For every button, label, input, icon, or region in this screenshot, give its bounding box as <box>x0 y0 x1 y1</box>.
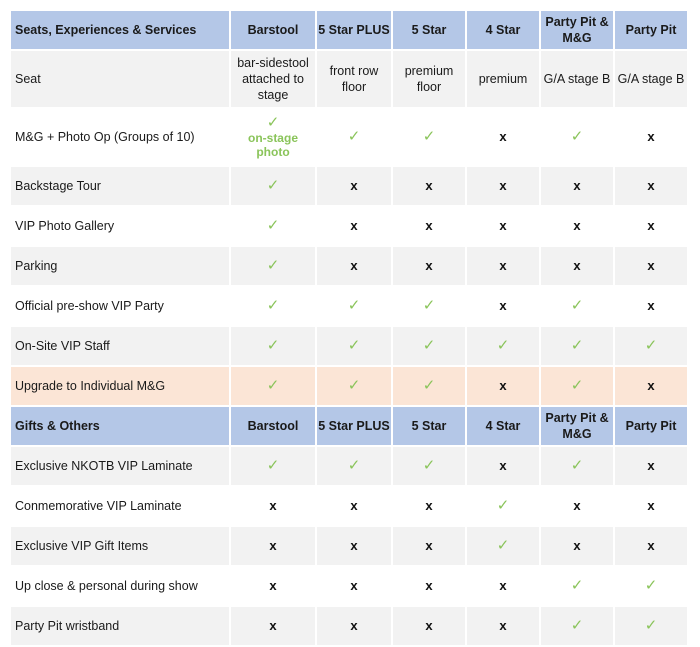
check-icon: ✓ <box>266 217 280 234</box>
cell-party-pit <box>615 167 687 205</box>
cell-barstool <box>231 527 315 565</box>
row-label: Conmemorative VIP Laminate <box>11 487 229 525</box>
cross-mark: x <box>499 258 507 273</box>
table-row <box>11 167 687 205</box>
check-icon: ✓ <box>422 377 436 394</box>
cross-mark: x <box>499 129 507 144</box>
cross-mark: x <box>350 578 358 593</box>
cell-party-pit-mg <box>541 207 613 245</box>
cell-party-pit <box>615 287 687 325</box>
check-icon: ✓ <box>570 617 584 634</box>
check-icon: ✓ <box>422 128 436 145</box>
cell-five-star-plus <box>317 367 391 405</box>
cell-barstool <box>231 51 315 107</box>
cell-five-star-plus <box>317 567 391 605</box>
check-icon: ✓ <box>422 457 436 474</box>
section-header-row <box>11 11 687 49</box>
row-label: Up close & personal during show <box>11 567 229 605</box>
cell-five-star <box>393 487 465 525</box>
cross-mark: x <box>647 178 655 193</box>
cell-party-pit-mg <box>541 167 613 205</box>
cell-five-star <box>393 527 465 565</box>
column-header-five-star: 5 Star <box>393 11 465 49</box>
cell-party-pit <box>615 607 687 645</box>
check-icon: ✓ <box>570 128 584 145</box>
cell-party-pit <box>615 109 687 165</box>
cell-text: premium <box>478 72 528 86</box>
cell-party-pit <box>615 567 687 605</box>
cross-mark: x <box>573 178 581 193</box>
cell-barstool <box>231 287 315 325</box>
cell-four-star <box>467 607 539 645</box>
cell-four-star <box>467 109 539 165</box>
check-icon: ✓ <box>644 337 658 354</box>
section-title: Gifts & Others <box>11 407 229 445</box>
row-label: On-Site VIP Staff <box>11 327 229 365</box>
section-title: Seats, Experiences & Services <box>11 11 229 49</box>
section-header-row <box>11 407 687 445</box>
cell-five-star <box>393 109 465 165</box>
check-icon: ✓ <box>347 297 361 314</box>
cell-party-pit <box>615 447 687 485</box>
cross-mark: x <box>573 258 581 273</box>
cell-party-pit-mg <box>541 567 613 605</box>
cell-four-star <box>467 447 539 485</box>
cell-four-star <box>467 247 539 285</box>
table-row <box>11 287 687 325</box>
cell-five-star-plus <box>317 167 391 205</box>
cross-mark: x <box>269 498 277 513</box>
row-label: Upgrade to Individual M&G <box>11 367 229 405</box>
cell-text: G/A stage B <box>617 72 685 86</box>
check-icon: ✓ <box>496 337 510 354</box>
cell-text: G/A stage B <box>543 72 611 86</box>
check-icon: ✓ <box>347 337 361 354</box>
cell-five-star <box>393 607 465 645</box>
cell-five-star <box>393 167 465 205</box>
table-row <box>11 527 687 565</box>
check-icon: ✓ <box>266 457 280 474</box>
cross-mark: x <box>425 178 433 193</box>
cell-four-star <box>467 167 539 205</box>
cross-mark: x <box>425 538 433 553</box>
cell-five-star-plus <box>317 51 391 107</box>
column-header-barstool: Barstool <box>231 11 315 49</box>
cross-mark: x <box>350 618 358 633</box>
check-icon: ✓ <box>570 297 584 314</box>
cross-mark: x <box>350 538 358 553</box>
check-icon: ✓ <box>422 337 436 354</box>
column-header-party-pit: Party Pit <box>615 11 687 49</box>
cross-mark: x <box>647 498 655 513</box>
cell-five-star <box>393 567 465 605</box>
cross-mark: x <box>269 618 277 633</box>
cell-party-pit-mg <box>541 607 613 645</box>
table-row <box>11 607 687 645</box>
row-label: Party Pit wristband <box>11 607 229 645</box>
cross-mark: x <box>425 578 433 593</box>
cell-five-star <box>393 327 465 365</box>
cell-text: premium floor <box>404 64 454 94</box>
row-label: Exclusive VIP Gift Items <box>11 527 229 565</box>
cell-five-star <box>393 287 465 325</box>
cross-mark: x <box>425 218 433 233</box>
table-body <box>11 11 687 645</box>
cross-mark: x <box>499 218 507 233</box>
cross-mark: x <box>647 258 655 273</box>
cell-barstool <box>231 207 315 245</box>
table-row <box>11 51 687 107</box>
cell-five-star <box>393 367 465 405</box>
check-icon: ✓ <box>422 297 436 314</box>
cell-five-star-plus <box>317 109 391 165</box>
on-stage-photo-note: on-stage photo <box>247 131 298 159</box>
check-icon: ✓ <box>347 128 361 145</box>
cell-barstool <box>231 447 315 485</box>
check-icon: ✓ <box>266 337 280 354</box>
check-icon: ✓ <box>266 297 280 314</box>
check-icon: ✓ <box>347 457 361 474</box>
cross-mark: x <box>499 298 507 313</box>
cell-barstool <box>231 327 315 365</box>
cross-mark: x <box>647 458 655 473</box>
comparison-table-container <box>9 9 688 647</box>
table-row <box>11 487 687 525</box>
check-icon: ✓ <box>644 577 658 594</box>
column-header-five-star-plus: 5 Star PLUS <box>317 407 391 445</box>
cell-party-pit-mg <box>541 367 613 405</box>
cross-mark: x <box>573 538 581 553</box>
cell-party-pit-mg <box>541 527 613 565</box>
cell-party-pit <box>615 487 687 525</box>
cell-four-star <box>467 207 539 245</box>
cell-five-star-plus <box>317 527 391 565</box>
cell-party-pit <box>615 207 687 245</box>
row-label: Exclusive NKOTB VIP Laminate <box>11 447 229 485</box>
cross-mark: x <box>499 578 507 593</box>
cross-mark: x <box>573 218 581 233</box>
column-header-five-star: 5 Star <box>393 407 465 445</box>
row-label: Seat <box>11 51 229 107</box>
cell-four-star <box>467 487 539 525</box>
cell-party-pit-mg <box>541 51 613 107</box>
cell-five-star-plus <box>317 247 391 285</box>
cell-party-pit-mg <box>541 247 613 285</box>
check-icon: ✓ <box>266 377 280 394</box>
check-icon: ✓ <box>266 257 280 274</box>
cell-barstool <box>231 567 315 605</box>
cell-barstool <box>231 487 315 525</box>
check-icon: ✓ <box>496 537 510 554</box>
table-row <box>11 109 687 165</box>
cell-four-star <box>467 567 539 605</box>
cell-barstool <box>231 167 315 205</box>
cross-mark: x <box>499 378 507 393</box>
check-icon: ✓ <box>570 377 584 394</box>
table-row <box>11 247 687 285</box>
check-icon: ✓ <box>496 497 510 514</box>
cell-five-star-plus <box>317 207 391 245</box>
cell-four-star <box>467 327 539 365</box>
check-icon: ✓ <box>570 337 584 354</box>
cell-four-star <box>467 287 539 325</box>
cell-text: bar-sidestool attached to stage <box>237 56 309 102</box>
cell-party-pit-mg <box>541 327 613 365</box>
cell-five-star-plus <box>317 607 391 645</box>
cross-mark: x <box>350 218 358 233</box>
column-header-party-pit-mg: Party Pit & M&G <box>541 407 613 445</box>
cell-text: front row floor <box>329 64 379 94</box>
cell-barstool <box>231 367 315 405</box>
cell-five-star-plus <box>317 287 391 325</box>
cell-five-star-plus <box>317 327 391 365</box>
check-icon: ✓ <box>347 377 361 394</box>
cross-mark: x <box>647 538 655 553</box>
column-header-four-star: 4 Star <box>467 407 539 445</box>
cross-mark: x <box>425 618 433 633</box>
cell-five-star <box>393 207 465 245</box>
cell-five-star-plus <box>317 447 391 485</box>
column-header-party-pit-mg: Party Pit & M&G <box>541 11 613 49</box>
cell-party-pit <box>615 327 687 365</box>
cell-four-star <box>467 367 539 405</box>
cell-five-star-plus <box>317 487 391 525</box>
cross-mark: x <box>269 578 277 593</box>
cell-barstool <box>231 109 315 165</box>
cell-five-star <box>393 51 465 107</box>
column-header-five-star-plus: 5 Star PLUS <box>317 11 391 49</box>
cell-party-pit-mg <box>541 109 613 165</box>
check-icon: ✓ <box>570 457 584 474</box>
table-row <box>11 567 687 605</box>
cell-party-pit-mg <box>541 447 613 485</box>
cross-mark: x <box>350 498 358 513</box>
check-icon: ✓ <box>266 177 280 194</box>
check-icon: ✓ <box>644 617 658 634</box>
check-icon: ✓ <box>266 114 280 131</box>
cell-party-pit <box>615 367 687 405</box>
cross-mark: x <box>350 178 358 193</box>
table-row <box>11 207 687 245</box>
cell-party-pit <box>615 527 687 565</box>
cell-five-star <box>393 247 465 285</box>
row-label: M&G + Photo Op (Groups of 10) <box>11 109 229 165</box>
cell-barstool <box>231 247 315 285</box>
cross-mark: x <box>425 498 433 513</box>
cross-mark: x <box>647 378 655 393</box>
cell-party-pit <box>615 51 687 107</box>
table-row <box>11 447 687 485</box>
column-header-party-pit: Party Pit <box>615 407 687 445</box>
row-label: Official pre-show VIP Party <box>11 287 229 325</box>
cell-barstool <box>231 607 315 645</box>
cross-mark: x <box>647 218 655 233</box>
cell-party-pit-mg <box>541 287 613 325</box>
row-label: Parking <box>11 247 229 285</box>
cross-mark: x <box>647 298 655 313</box>
check-icon: ✓ <box>570 577 584 594</box>
table-row <box>11 367 687 405</box>
column-header-four-star: 4 Star <box>467 11 539 49</box>
row-label: Backstage Tour <box>11 167 229 205</box>
cross-mark: x <box>499 178 507 193</box>
cell-four-star <box>467 51 539 107</box>
table-row <box>11 327 687 365</box>
cross-mark: x <box>499 458 507 473</box>
cross-mark: x <box>647 129 655 144</box>
cell-party-pit <box>615 247 687 285</box>
cross-mark: x <box>425 258 433 273</box>
row-label: VIP Photo Gallery <box>11 207 229 245</box>
cross-mark: x <box>269 538 277 553</box>
cell-five-star <box>393 447 465 485</box>
vip-comparison-table <box>9 9 689 647</box>
cross-mark: x <box>573 498 581 513</box>
column-header-barstool: Barstool <box>231 407 315 445</box>
cross-mark: x <box>499 618 507 633</box>
cell-party-pit-mg <box>541 487 613 525</box>
cell-four-star <box>467 527 539 565</box>
cross-mark: x <box>350 258 358 273</box>
